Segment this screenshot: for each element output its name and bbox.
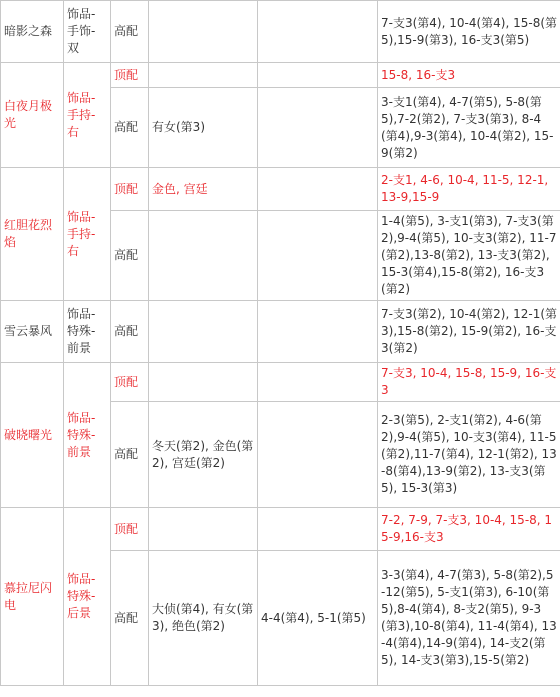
extra-stages-cell [258,301,378,363]
extra-stages-cell [258,168,378,211]
stage-list-cell: 3-3(第4), 4-7(第3), 5-8(第2),5-12(第5), 5-支1(第3), 6-10(第5),8-4(第4), 8-支2(第5), 9-3(第3),10-8(第4), 11-4(第4), 13-4(第4),14-9(第4), 14-支2(第5), 14-支3(第3),15-5(第2) [378,551,560,686]
item-category-cell: 饰品-特殊-后景 [64,508,111,686]
extra-stages-cell [258,1,378,63]
item-name-cell: 破晓曙光 [1,363,64,508]
stage-list-cell: 3-支1(第4), 4-7(第5), 5-8(第5),7-2(第2), 7-支3(第3), 8-4(第4),9-3(第4), 10-4(第2), 15-9(第2) [378,88,560,168]
config-level-cell: 顶配 [111,168,149,211]
item-name-cell: 白夜月极光 [1,63,64,168]
item-category-cell: 饰品-特殊-前景 [64,363,111,508]
table-body [1,1,560,686]
stage-list-cell: 7-支3(第4), 10-4(第4), 15-8(第5),15-9(第3), 16-支3(第5) [378,1,560,63]
stage-list-cell: 1-4(第5), 3-支1(第3), 7-支3(第2),9-4(第5), 10-支3(第2), 11-7(第2),13-8(第2), 13-支3(第2), 15-3(第4),15-8(第2), 16-支3(第2) [378,211,560,301]
config-level-cell: 高配 [111,211,149,301]
style-tags-cell [149,63,258,88]
style-tags-cell: 有女(第3) [149,88,258,168]
stage-list-cell: 15-8, 16-支3 [378,63,560,88]
style-tags-cell [149,363,258,402]
extra-stages-cell [258,508,378,551]
style-tags-cell: 大侦(第4), 有女(第3), 绝色(第2) [149,551,258,686]
item-category-cell: 饰品-手持-右 [64,168,111,301]
item-category-cell: 饰品-特殊-前景 [64,301,111,363]
stage-list-cell: 7-支3(第2), 10-4(第2), 12-1(第3),15-8(第2), 15-9(第2), 16-支3(第2) [378,301,560,363]
item-category-cell: 饰品-手饰-双 [64,1,111,63]
item-name-cell: 暗影之森 [1,1,64,63]
table-row [1,301,560,363]
table-row [1,363,560,402]
item-category-cell: 饰品-手持-右 [64,63,111,168]
extra-stages-cell: 4-4(第4), 5-1(第5) [258,551,378,686]
table-row [1,63,560,88]
item-name-cell: 雪云暴风 [1,301,64,363]
config-level-cell: 顶配 [111,363,149,402]
extra-stages-cell [258,402,378,508]
config-level-cell: 高配 [111,1,149,63]
style-tags-cell [149,211,258,301]
extra-stages-cell [258,63,378,88]
extra-stages-cell [258,88,378,168]
config-level-cell: 高配 [111,551,149,686]
config-level-cell: 顶配 [111,63,149,88]
stage-list-cell: 7-支3, 10-4, 15-8, 15-9, 16-支3 [378,363,560,402]
extra-stages-cell [258,211,378,301]
style-tags-cell [149,1,258,63]
style-tags-cell [149,301,258,363]
config-level-cell: 顶配 [111,508,149,551]
extra-stages-cell [258,363,378,402]
table-row [1,508,560,551]
style-tags-cell [149,508,258,551]
item-name-cell: 红胆花烈焰 [1,168,64,301]
table-row [1,1,560,63]
config-level-cell: 高配 [111,301,149,363]
style-tags-cell: 金色, 宫廷 [149,168,258,211]
stage-list-cell: 2-3(第5), 2-支1(第2), 4-6(第2),9-4(第5), 10-支3(第4), 11-5(第2),11-7(第4), 12-1(第2), 13-8(第4),13-9(第2), 13-支3(第5), 15-3(第3) [378,402,560,508]
config-level-cell: 高配 [111,402,149,508]
config-level-cell: 高配 [111,88,149,168]
table-row [1,168,560,211]
style-tags-cell: 冬天(第2), 金色(第2), 宫廷(第2) [149,402,258,508]
stage-list-cell: 2-支1, 4-6, 10-4, 11-5, 12-1, 13-9,15-9 [378,168,560,211]
stage-list-cell: 7-2, 7-9, 7-支3, 10-4, 15-8, 15-9,16-支3 [378,508,560,551]
item-name-cell: 慕拉尼闪电 [1,508,64,686]
